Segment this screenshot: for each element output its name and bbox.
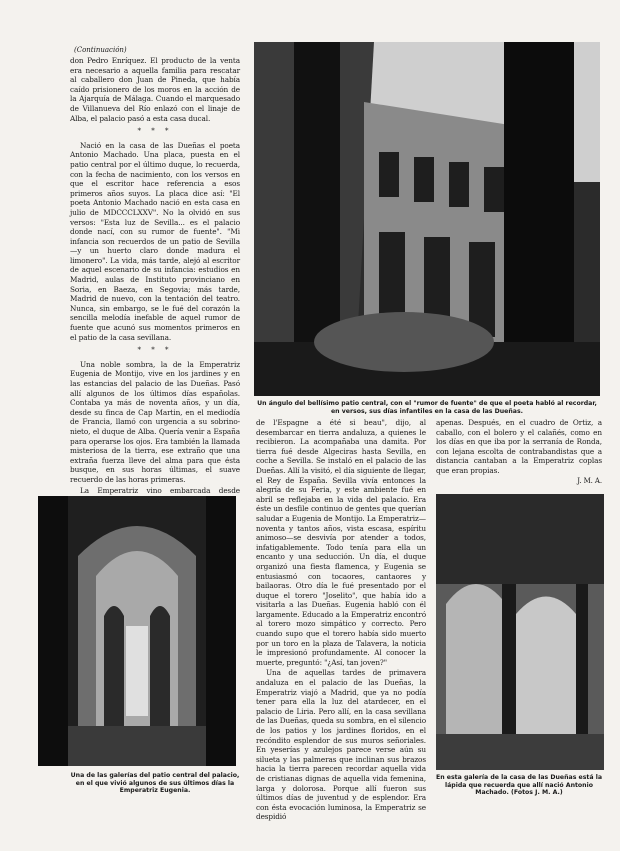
paragraph-machado: Nació en la casa de las Dueñas el poeta Antonio Machado. Una placa, puesta en el patio central por el último duque, lo recuerda, con la fecha de nacimiento, con los versos en que el escritor hace referencia a esos primeros años suyos. La placa dice así: "El poeta Antonio Machado nació en esta casa en julio de MDCCCLXXV". No la olvidó en sus versos: "Esta luz de Sevilla... es el palacio donde nací, con su rumor de fuente". "Mi infancia son recuerdos de un patio de Sevilla —y un huerto claro donde madura el limonero". La vida, más tarde, alejó al escritor de aquel escenario de su infancia: estudios en Madrid, aulas de Instituto provinciano en Soria, en Baeza, en Segovia; más tarde, Madrid de nuevo, con la tentación del teatro. Nunca, sin embargo, se le fué del corazón la sencilla melodía inefable de aquel rumor de fuente que acunó sus momentos primeros en el patio de la casa sevillana. [70,140,240,342]
paragraph-marsella: La Emperatriz vino embarcada desde [80,485,240,495]
paragraph-tardes: Una de aquellas tardes de primavera andaluza en el palacio de las Dueñas, la Emperatriz viajó a Madrid, que ya no podía tener para ella la luz del atardecer, en el palacio de Liria. Pero allí, en la casa sevillana de las Dueñas, queda su sombra, en el silencio de los patios y los jardines floridos, en el recóndito esplendor de sus muros señoriales. En yeserías y azulejos parece verse aún su silueta y las palmeras que inclinan sus brazos hacia la tierra parecen recordar aquella vida de cristianas dignas de aquella vida femenina, larga y dolorosa. Porque allí fueron sus últimos días de juventud y de esplendor. Era con ésta evocación luminosa, la Emperatriz se despidió [256,668,426,822]
section-separator: * * * [137,346,173,355]
photo-galeria-eugenia [38,496,236,766]
caption-galeria-machado: En esta galería de la casa de las Dueñas está la lápida que recuerda que allí nació Antonio Machado. (Fotos J. M. A.) [436,774,602,797]
paragraph-pedro-enriquez: don Pedro Enríquez. El producto de la venta era necesario a aquella familia para rescatar al caballero don Juan de Pineda, que había caído prisionero de los moros en la acción de la Ajarquía de Málaga. Cuando el marquesado de Villanueva del Río enlazó con el linaje de Alba, el palacio pasó a esta casa ducal. [70,56,240,123]
photo-galeria-machado [436,494,604,770]
article-column-1 [70,56,240,494]
author-signature: J. M. A. [577,476,602,485]
article-column-2 [256,418,426,822]
section-separator: * * * [137,127,173,136]
paragraph-ortiz: apenas. Después, en el cuadro de Ortiz, a caballo, con el bolero y el calañés, como en los días en que iba por la serranía de Ronda, con lejana escolta de contrabandistas que a distancia cantaban a la Emperatriz coplas que eran propias. [436,418,602,475]
continuation-mark: (Continuación) [74,46,127,54]
caption-patio: Un ángulo del bellísimo patio central, con el "rumor de fuente" de que el poeta habló al recordar, en versos, sus días infantiles en la casa de las Dueñas. [257,400,597,415]
photo-patio-central [254,42,600,396]
paragraph-espagne: de l'Espagne a été si beau", dijo, al desembarcar en tierra andaluza, a quienes le recibieron. La acompañaba una damita. Por tierra fué desde Algeciras hasta Sevilla, en coche a Sevilla. Se instaló en el palacio de las Dueñas. Allí la visitó, el día siguiente de llegar, el Rey de España. Sevilla vivía entonces la alegría de su Feria, y este ambiente fué en abril se reflejaba en la vida del palacio. Era éste un desfile continuo de gentes que querían saludar a Eugenia de Montijo. La Emperatriz—noventa y tantos años, vista escasa, espíritu animoso—se desvivía por atender a todos, infatigablemente. Todo tenía para ella un encanto y una seducción. Un día, el duque organizó una fiesta flamenca, y Eugenia se entusiasmó con tocaores, cantaores y bailaoras. Otro día le fué presentado por el duque el torero "Joselito", que había ido a visitarla a las Dueñas. Eugenia habló con él largamente. Educado a la Emperatriz encontró al torero mozo simpático y correcto. Pero cuando supo que el torero había sido muerto por un toro en la plaza de Talavera, la noticia le impresionó profundamente. Al conocer la muerte, preguntó: "¿Así, tan joven?" [256,418,426,667]
article-column-3 [436,418,602,488]
caption-galeria-eugenia: Una de las galerías del patio central del palacio, en el que vivió algunos de sus últimos días la Emperatriz Eugenia. [70,772,240,795]
paragraph-eugenia: Una noble sombra, la de la Emperatriz Eugenia de Montijo, vive en los jardines y en las estancias del palacio de las Dueñas. Pasó allí algunos de los últimos días españolas. Contaba ya más de noventa años, y un día, desde su finca de Cap Martin, en el mediodía de Francia, llamó con urgencia a su sobrino-nieto, el duque de Alba. Quería venir a España para operarse los ojos. Era también la llamada misteriosa de la tierra, ese extraño que una extraña fuerza lleve del alma para que ésta busque, en sus horas últimas, el suave recuerdo de las horas primeras. [70,359,240,484]
